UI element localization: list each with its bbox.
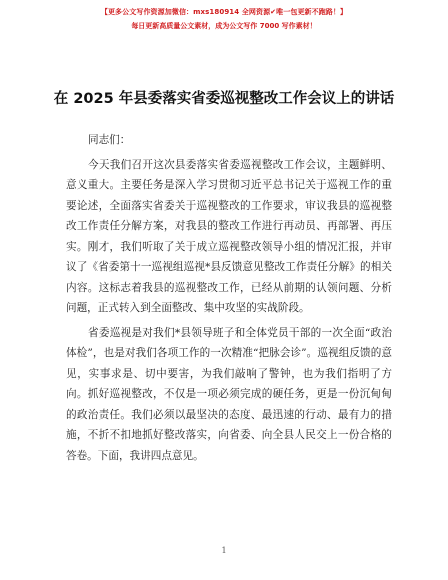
salutation: 同志们： [88, 134, 131, 146]
promo-banner-line-1: 【更多公文写作资源加微信：mxs180914 全网资源✔唯一包更新不跑路！】 [100, 8, 348, 16]
promo-banner [0, 6, 448, 32]
promo-banner-line-2: 每日更新高质量公文素材，成为公文写作 7000 写作素材！ [131, 22, 317, 30]
document-title: 在 2025 年县委落实省委巡视整改工作会议上的讲话 [53, 91, 395, 107]
paragraph-2: 省委巡视是对我们*县领导班子和全体党员干部的一次全面“政治体检”，也是对我们各项工作的一次精准“把脉会诊”。巡视组反馈的意见，实事求是、切中要害，为我们敲响了警钟，也为我们指明了方向。抓好巡视整改，不仅是一项必须完成的硬任务，更是一份沉甸甸的政治责任。我们必须以最坚决的态度、最迅速的行动、最有力的措施，不折不扣地抓好整改落实，向省委、向全县人民交上一份合格的答卷。下面，我讲四点意见。 [66, 326, 392, 462]
document-body [66, 130, 392, 470]
paragraph-1: 今天我们召开这次县委落实省委巡视整改工作会议，主题鲜明、意义重大。主要任务是深入学习贯彻习近平总书记关于巡视工作的重要论述，全面落实省委关于巡视整改的工作要求，审议我县的巡视整改工作责任分解方案，对我县的整改工作进行再动员、再部署、再压实。刚才，我们听取了关于成立巡视整改领导小组的情况汇报，并审议了《省委第十一巡视组巡视*县反馈意见整改工作责任分解》的相关内容。这标志着我县的巡视整改工作，已经从前期的认领问题、分析问题，正式转入到全面整改、集中攻坚的实战阶段。 [66, 158, 392, 314]
page-number: 1 [221, 546, 227, 555]
